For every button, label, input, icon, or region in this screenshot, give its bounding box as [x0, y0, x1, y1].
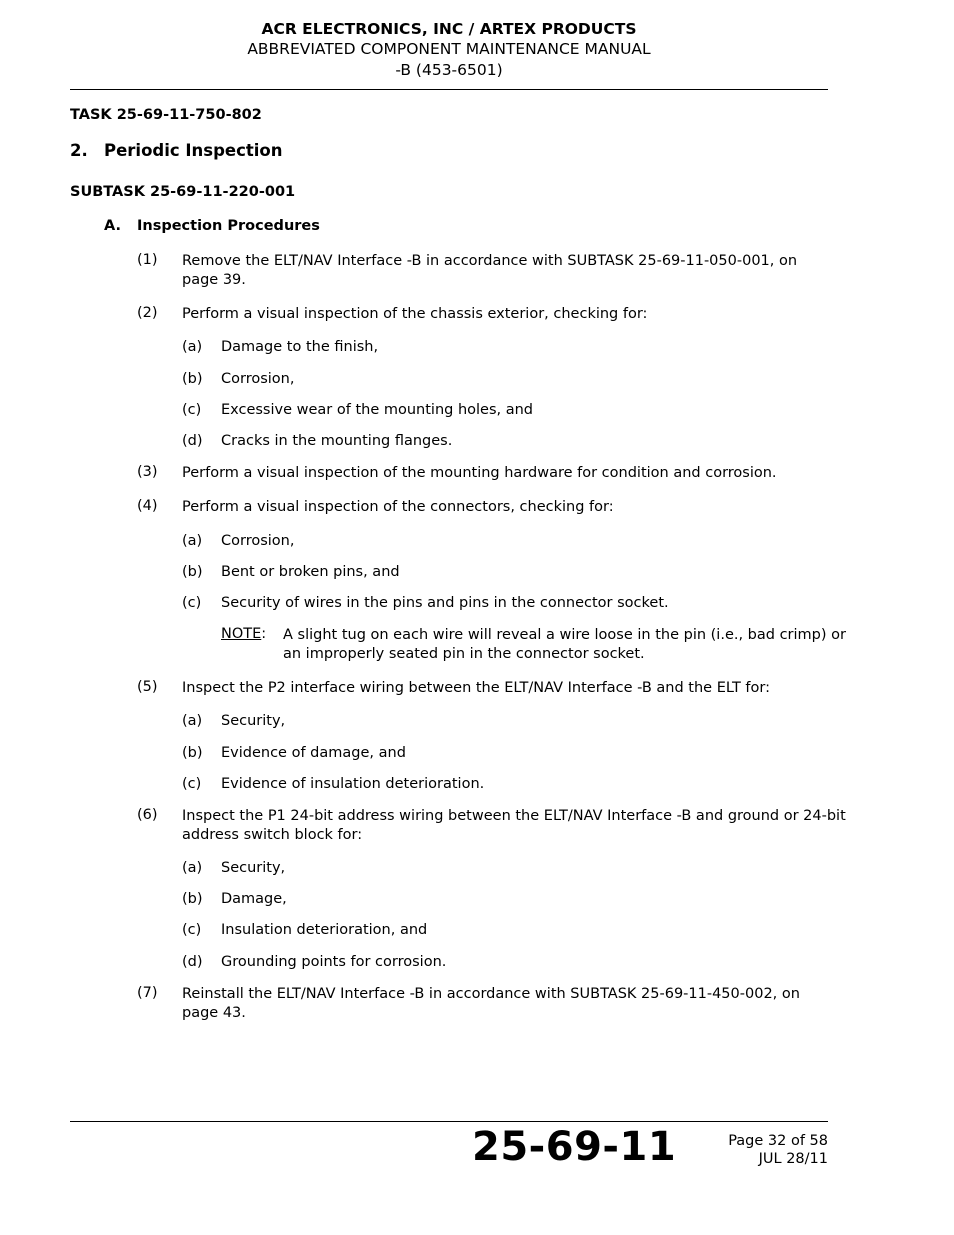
page-number: Page 32 of 58 [728, 1133, 828, 1149]
substep-text: Corrosion, [221, 533, 295, 549]
step-text: Perform a visual inspection of the chassis exterior, checking for: [182, 306, 648, 322]
substep-letter: (b) [182, 371, 203, 387]
model-number: -B (453-6501) [395, 61, 503, 79]
step-text [182, 807, 846, 845]
note-label [221, 626, 266, 642]
substep-text: Excessive wear of the mounting holes, and [221, 402, 534, 418]
substep-text: Evidence of insulation deterioration. [221, 776, 485, 792]
revision-date: JUL 28/11 [758, 1151, 828, 1167]
step-text-line: Inspect the P1 24-bit address wiring between the ELT/NAV Interface -B and ground or 24-bit [182, 808, 846, 824]
note-text-line: an improperly seated pin in the connector socket. [283, 646, 645, 662]
substep-text: Grounding points for corrosion. [221, 954, 447, 970]
substep-text: Insulation deterioration, and [221, 922, 428, 938]
substep-text: Corrosion, [221, 371, 295, 387]
step-number: (2) [137, 305, 158, 321]
note-label-text: NOTE [221, 626, 262, 642]
substep-letter: (a) [182, 713, 203, 729]
note-text-line: A slight tug on each wire will reveal a wire loose in the pin (i.e., bad crimp) or [283, 627, 846, 643]
substep-text: Damage, [221, 891, 287, 907]
substep-letter: (c) [182, 776, 202, 792]
page-header [70, 19, 828, 81]
subtask-id: SUBTASK 25-69-11-220-001 [70, 184, 296, 200]
company-name: ACR ELECTRONICS, INC / ARTEX PRODUCTS [261, 20, 637, 38]
subsection-title: Inspection Procedures [137, 218, 320, 234]
footer-divider [70, 1121, 828, 1122]
page-info [728, 1132, 828, 1168]
step-text-line: page 43. [182, 1005, 246, 1021]
step-text-line: page 39. [182, 272, 246, 288]
step-text-line: Reinstall the ELT/NAV Interface -B in accordance with SUBTASK 25-69-11-450-002, on [182, 986, 800, 1002]
step-text [182, 985, 800, 1023]
substep-letter: (a) [182, 533, 203, 549]
step-text-line: address switch block for: [182, 827, 363, 843]
step-number: (5) [137, 679, 158, 695]
section-number: 2. [70, 141, 88, 160]
step-number: (1) [137, 252, 158, 268]
substep-text: Security, [221, 860, 286, 876]
step-text-line: Remove the ELT/NAV Interface -B in accordance with SUBTASK 25-69-11-050-001, on [182, 253, 798, 269]
substep-text: Cracks in the mounting flanges. [221, 433, 453, 449]
substep-text: Damage to the finish, [221, 339, 379, 355]
substep-text: Security, [221, 713, 286, 729]
substep-letter: (c) [182, 402, 202, 418]
substep-letter: (c) [182, 922, 202, 938]
substep-letter: (a) [182, 339, 203, 355]
step-number: (7) [137, 985, 158, 1001]
substep-letter: (d) [182, 954, 203, 970]
substep-letter: (a) [182, 860, 203, 876]
task-id: TASK 25-69-11-750-802 [70, 107, 262, 123]
substep-letter: (d) [182, 433, 203, 449]
step-number: (4) [137, 498, 158, 514]
substep-text: Bent or broken pins, and [221, 564, 400, 580]
substep-letter: (b) [182, 564, 203, 580]
step-text: Inspect the P2 interface wiring between the ELT/NAV Interface -B and the ELT for: [182, 680, 770, 696]
substep-letter: (c) [182, 595, 202, 611]
note-text [283, 626, 846, 664]
step-text: Perform a visual inspection of the mounting hardware for condition and corrosion. [182, 465, 777, 481]
step-number: (3) [137, 464, 158, 480]
manual-title: ABBREVIATED COMPONENT MAINTENANCE MANUAL [247, 40, 651, 58]
document-number: 25-69-11 [472, 1124, 677, 1170]
note-colon: : [261, 626, 267, 642]
substep-text: Evidence of damage, and [221, 745, 406, 761]
subsection-letter: A. [104, 218, 121, 234]
step-text [182, 252, 797, 290]
substep-letter: (b) [182, 745, 203, 761]
substep-letter: (b) [182, 891, 203, 907]
step-number: (6) [137, 807, 158, 823]
header-divider [70, 89, 828, 90]
step-text: Perform a visual inspection of the connectors, checking for: [182, 499, 614, 515]
substep-text: Security of wires in the pins and pins in the connector socket. [221, 595, 669, 611]
section-title: Periodic Inspection [104, 141, 283, 160]
